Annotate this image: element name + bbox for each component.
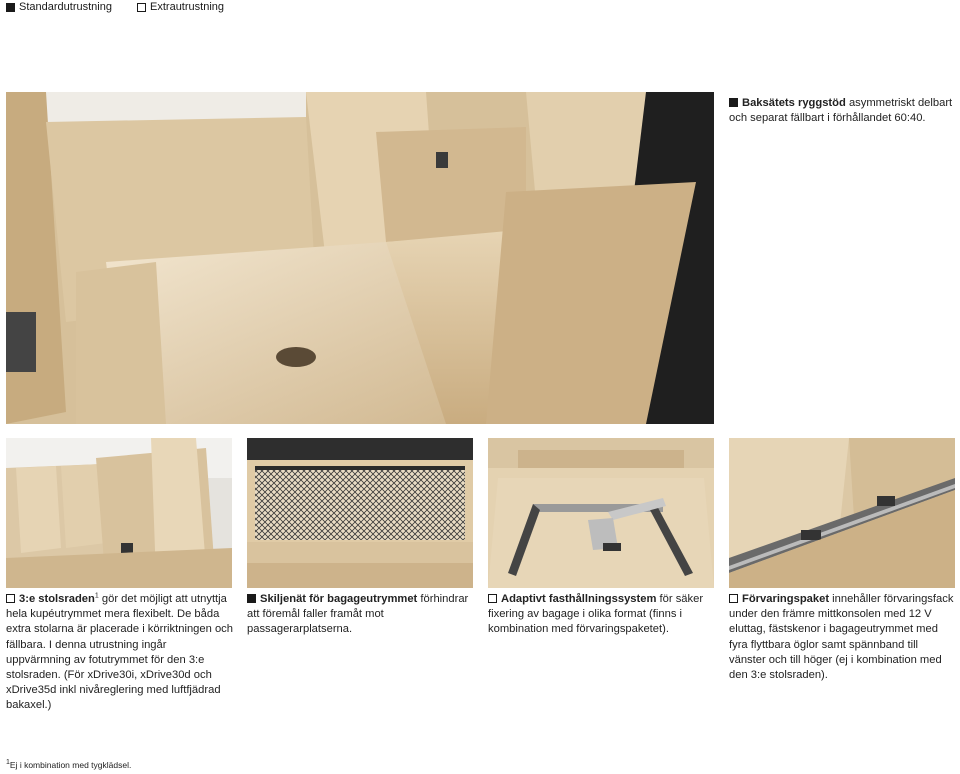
extra-marker-icon (137, 3, 146, 12)
caption-storage-package-text: innehåller förvaringsfack under den främre mittkonsolen med 12 V eluttag, fästskenor i bagageutrymmet med fyra flyttbara öglor samt spännband till vänster och till höger (ej i kombination med den 3:e stolsraden). (729, 593, 954, 682)
standard-marker-icon (729, 98, 738, 107)
caption-third-row (6, 592, 234, 714)
caption-backrest-text: asymmetriskt delbart och separat fällbart i förhållandet 60:40. (729, 97, 953, 125)
photo-storage-package (729, 438, 955, 588)
caption-backrest-title: Baksätets ryggstöd (742, 97, 846, 109)
caption-storage-package (729, 592, 955, 683)
footnote (6, 760, 131, 770)
legend-standard-label: Standardutrustning (19, 1, 112, 14)
photo-divider-net (247, 438, 473, 588)
footnote-text: Ej i kombination med tygklädsel. (9, 760, 132, 770)
legend (6, 0, 224, 14)
photo-folded-rear-seats (6, 92, 714, 424)
footnote-number: 1 (6, 759, 10, 767)
caption-adaptive-system (488, 592, 714, 638)
extra-marker-icon (729, 594, 738, 603)
photo-third-row-seats (6, 438, 232, 588)
caption-divider-net (247, 592, 473, 638)
extra-marker-icon (488, 594, 497, 603)
extra-marker-icon (6, 594, 15, 603)
photo-adaptive-system (488, 438, 714, 588)
legend-extra-label: Extrautrustning (150, 1, 224, 14)
caption-divider-net-title: Skiljenät för bagageutrymmet (260, 593, 418, 605)
caption-adaptive-system-title: Adaptivt fasthållningssystem (501, 593, 657, 605)
standard-marker-icon (247, 594, 256, 603)
footnote-marker: 1 (94, 592, 99, 600)
standard-marker-icon (6, 3, 15, 12)
caption-adaptive-system-text: för säker fixering av bagage i olika format (finns i kombination med förvaringspaketet). (488, 593, 704, 636)
caption-third-row-text: gör det möjligt att utnyttja hela kupéutrymmet mera flexibelt. De båda extra stolarna är placerade i körriktningen och fällbara. I denna utrustning ingår uppvärmning av fotutrymmet för den 3:e stolsraden. (För xDrive30i, xDrive30d och xDrive35d inkl nivåreglering med luftfjädrad bakaxel.) (6, 593, 233, 712)
caption-third-row-title: 3:e stolsraden (19, 593, 95, 605)
caption-backrest (729, 96, 957, 126)
caption-storage-package-title: Förvaringspaket (742, 593, 830, 605)
caption-divider-net-text: förhindrar att föremål faller framåt mot passagerarplatserna. (247, 593, 469, 636)
